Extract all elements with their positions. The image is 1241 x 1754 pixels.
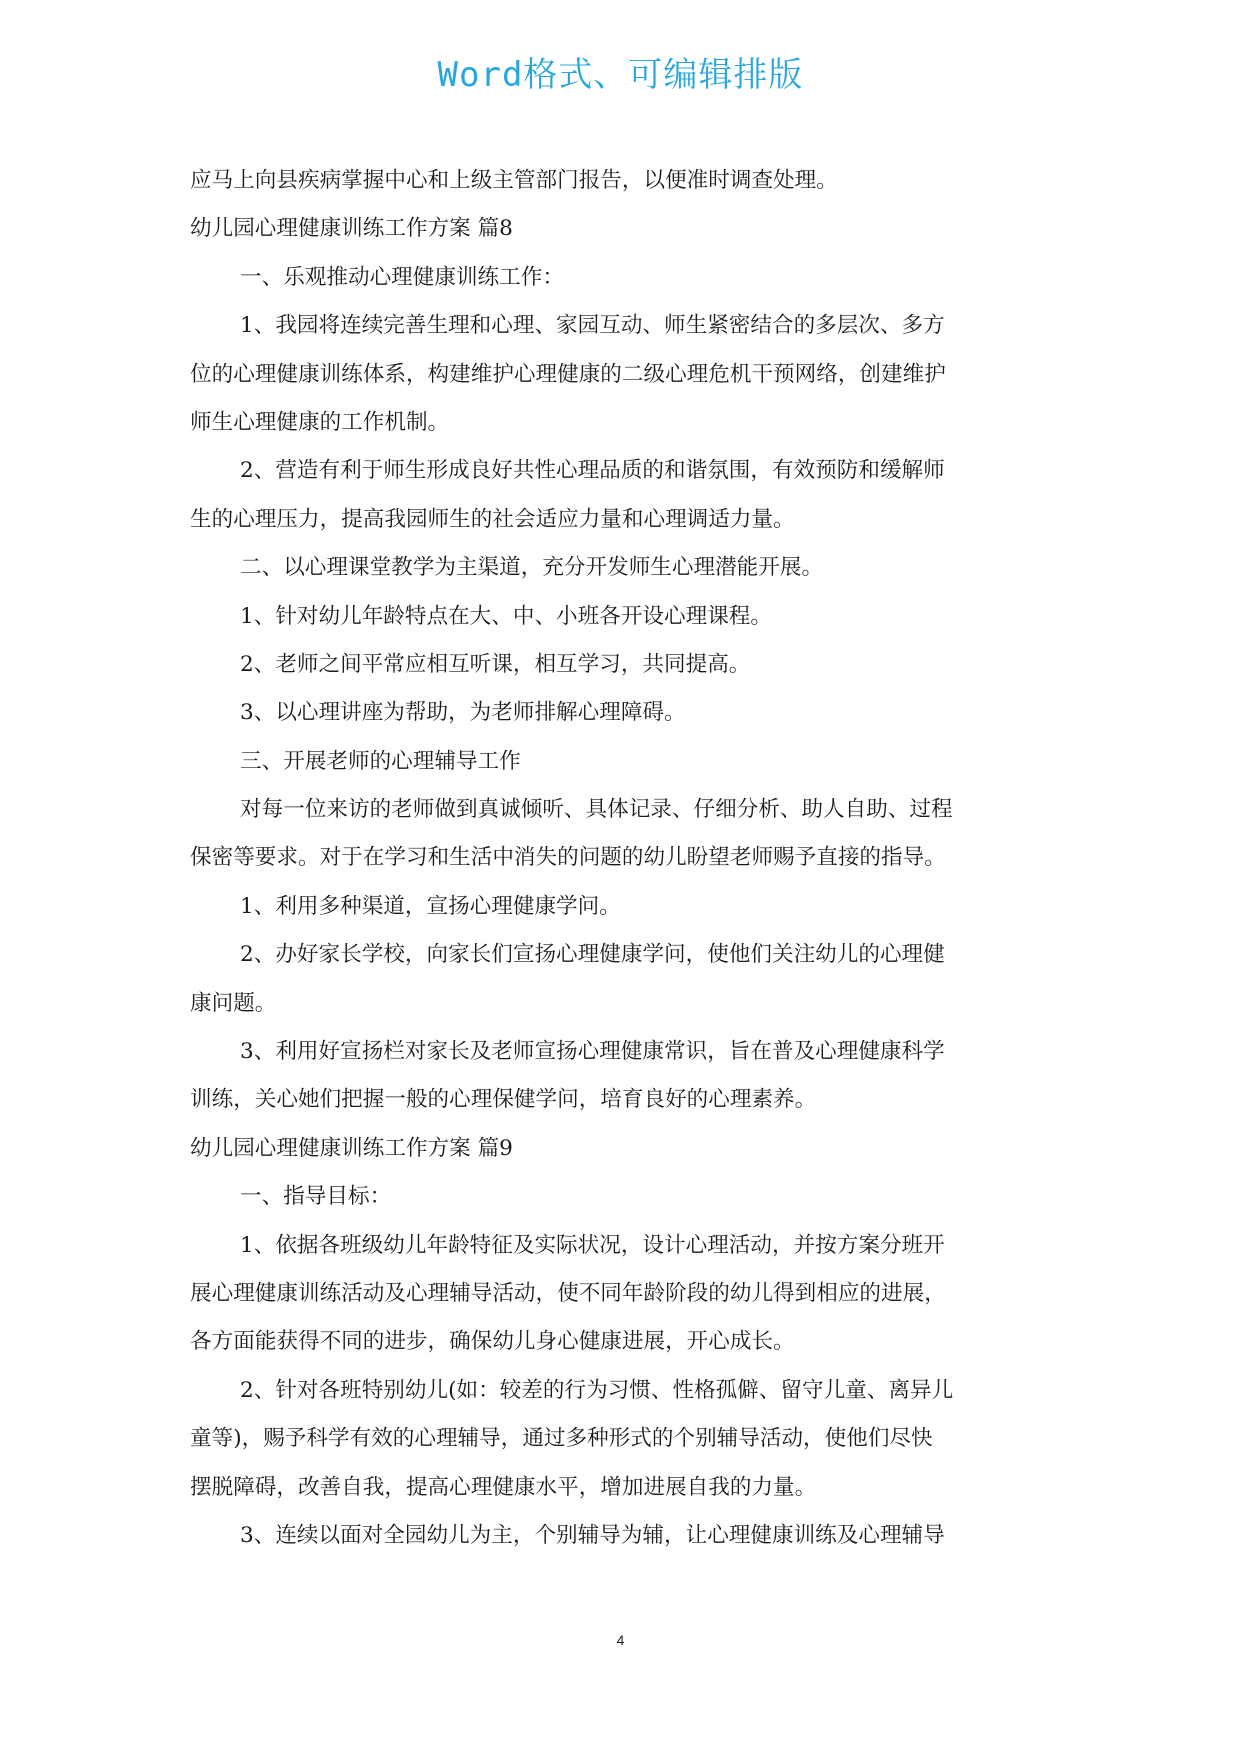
text-line: 1、针对幼儿年龄特点在大、中、小班各开设心理课程。 bbox=[240, 603, 772, 629]
text-line: 生的心理压力，提高我园师生的社会适应力量和心理调适力量。 bbox=[190, 506, 795, 532]
text-line: 2、营造有利于师生形成良好共性心理品质的和谐氛围，有效预防和缓解师 bbox=[240, 458, 945, 484]
text-line: 3、利用好宣扬栏对家长及老师宣扬心理健康常识，旨在普及心理健康科学 bbox=[240, 1039, 945, 1065]
text-line: 各方面能获得不同的进步，确保幼儿身心健康进展，开心成长。 bbox=[190, 1329, 795, 1355]
text-line: 三、开展老师的心理辅导工作 bbox=[240, 748, 521, 774]
text-line: 二、以心理课堂教学为主渠道，充分开发师生心理潜能开展。 bbox=[240, 555, 824, 581]
text-line: 1、利用多种渠道，宣扬心理健康学问。 bbox=[240, 893, 621, 919]
text-line: 幼儿园心理健康训练工作方案 篇9 bbox=[190, 1135, 513, 1161]
text-line: 摆脱障碍，改善自我，提高心理健康水平，增加进展自我的力量。 bbox=[190, 1474, 817, 1500]
document-body bbox=[190, 157, 1052, 1560]
text-line: 位的心理健康训练体系，构建维护心理健康的二级心理危机干预网络，创建维护 bbox=[190, 361, 946, 387]
text-line: 1、我园将连续完善生理和心理、家园互动、师生紧密结合的多层次、多方 bbox=[240, 313, 945, 339]
text-line: 2、老师之间平常应相互听课，相互学习，共同提高。 bbox=[240, 651, 751, 677]
page-header-title: Word格式、可编辑排版 bbox=[437, 55, 804, 95]
text-line: 一、乐观推动心理健康训练工作： bbox=[240, 264, 564, 290]
text-line: 1、依据各班级幼儿年龄特征及实际状况，设计心理活动，并按方案分班开 bbox=[240, 1232, 945, 1258]
text-line: 3、以心理讲座为帮助，为老师排解心理障碍。 bbox=[240, 700, 686, 726]
text-line: 保密等要求。对于在学习和生活中消失的问题的幼儿盼望老师赐予直接的指导。 bbox=[190, 845, 946, 871]
text-line: 一、指导目标： bbox=[240, 1184, 392, 1210]
text-line: 应马上向县疾病掌握中心和上级主管部门报告，以便准时调查处理。 bbox=[190, 168, 838, 193]
text-line: 对每一位来访的老师做到真诚倾听、具体记录、仔细分析、助人自助、过程 bbox=[240, 797, 953, 823]
text-line: 师生心理健康的工作机制。 bbox=[190, 409, 450, 435]
text-line: 3、连续以面对全园幼儿为主，个别辅导为辅，让心理健康训练及心理辅导 bbox=[240, 1522, 945, 1548]
text-line: 童等)，赐予科学有效的心理辅导，通过多种形式的个别辅导活动，使他们尽快 bbox=[190, 1426, 933, 1452]
text-line: 2、办好家长学校，向家长们宣扬心理健康学问，使他们关注幼儿的心理健 bbox=[240, 942, 945, 968]
text-line: 幼儿园心理健康训练工作方案 篇8 bbox=[190, 216, 513, 242]
text-line: 展心理健康训练活动及心理辅导活动，使不同年龄阶段的幼儿得到相应的进展， bbox=[190, 1280, 946, 1306]
text-line: 康问题。 bbox=[190, 990, 277, 1016]
text-line: 2、针对各班特别幼儿(如：较差的行为习惯、性格孤僻、留守儿童、离异儿 bbox=[240, 1377, 954, 1403]
page-number: 4 bbox=[616, 1632, 625, 1648]
text-line: 训练，关心她们把握一般的心理保健学问，培育良好的心理素养。 bbox=[190, 1087, 817, 1113]
